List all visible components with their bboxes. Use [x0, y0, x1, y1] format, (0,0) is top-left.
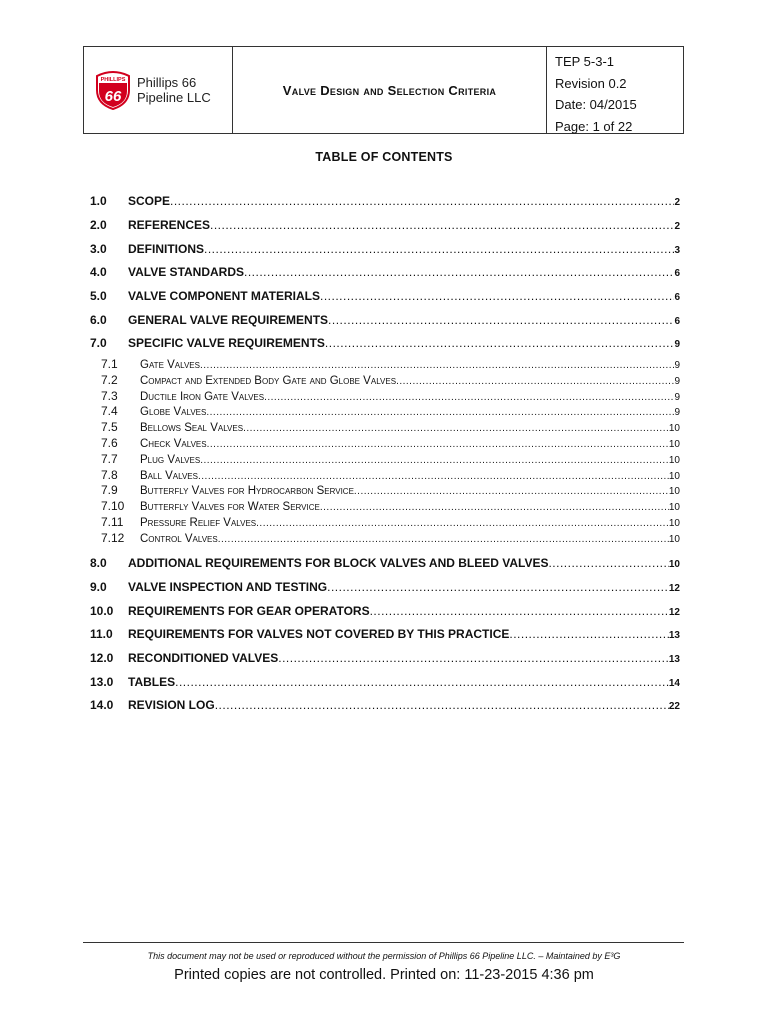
toc-subsection-row[interactable] — [90, 373, 680, 387]
toc-leader-dots — [206, 407, 674, 418]
toc-entry-page: 3 — [674, 245, 680, 256]
doc-revision: Revision 0.2 — [555, 75, 627, 91]
toc-entry-label: REVISION LOG — [128, 698, 215, 712]
toc-leader-dots — [218, 534, 669, 545]
document-title-cell — [233, 47, 547, 133]
toc-entry-number: 7.12 — [101, 530, 125, 545]
toc-entry-number: 9.0 — [90, 580, 107, 594]
company-name-line2: Pipeline LLC — [137, 90, 211, 105]
toc-entry-page: 9 — [674, 375, 680, 387]
toc-leader-dots — [207, 439, 669, 450]
toc-section-row[interactable] — [90, 313, 680, 327]
toc-entry-page: 10 — [668, 559, 680, 570]
toc-subsection-row[interactable] — [90, 436, 680, 450]
toc-subsection-row[interactable] — [90, 483, 680, 497]
toc-leader-dots — [200, 455, 669, 466]
toc-entry-number: 2.0 — [90, 218, 107, 232]
toc-section-row[interactable] — [90, 580, 680, 594]
toc-subsection-row[interactable] — [90, 404, 680, 418]
phillips-66-shield-logo — [95, 70, 131, 110]
toc-entry-number: 7.4 — [101, 404, 118, 419]
toc-section-row[interactable] — [90, 651, 680, 665]
toc-leader-dots — [325, 336, 675, 350]
toc-entry-page: 13 — [668, 630, 680, 641]
doc-id: TEP 5-3-1 — [555, 54, 615, 69]
toc-entry-page: 12 — [668, 607, 680, 618]
toc-entry-page: 9 — [674, 339, 680, 350]
toc-entry-page: 10 — [668, 533, 680, 545]
toc-section-row[interactable] — [90, 675, 680, 689]
toc-leader-dots — [170, 194, 674, 208]
toc-subsection-row[interactable] — [90, 357, 680, 371]
toc-entry-label: VALVE COMPONENT MATERIALS — [128, 289, 320, 303]
toc-entry-page: 10 — [668, 439, 680, 450]
toc-entry-number: 10.0 — [90, 604, 114, 618]
toc-entry-label: Ball Valves — [140, 469, 198, 482]
toc-entry-number: 14.0 — [90, 698, 114, 712]
toc-subsection-row[interactable] — [90, 420, 680, 434]
toc-section-row[interactable] — [90, 698, 680, 712]
toc-entry-label: Butterfly Valves for Hydrocarbon Service — [140, 485, 354, 498]
toc-entry-label: RECONDITIONED VALVES — [128, 651, 279, 665]
toc-entry-page: 10 — [668, 502, 680, 514]
toc-entry-number: 12.0 — [90, 651, 114, 665]
company-name — [137, 75, 211, 105]
toc-leader-dots — [396, 376, 674, 387]
toc-entry-number: 7.7 — [101, 451, 118, 466]
toc-leader-dots — [509, 627, 669, 641]
toc-entry-number: 7.10 — [101, 499, 125, 514]
document-header — [83, 46, 684, 134]
toc-entry-label: GENERAL VALVE REQUIREMENTS — [128, 313, 329, 327]
toc-entry-number: 13.0 — [90, 675, 114, 689]
toc-entry-label: REQUIREMENTS FOR GEAR OPERATORS — [128, 604, 370, 618]
toc-leader-dots — [175, 675, 669, 689]
logo-number-text: 66 — [104, 88, 122, 105]
toc-subsection-row[interactable] — [90, 531, 680, 545]
toc-leader-dots — [328, 313, 674, 327]
toc-entry-label: Ductile Iron Gate Valves — [140, 390, 265, 403]
toc-entry-page: 2 — [674, 197, 680, 208]
toc-leader-dots — [256, 518, 669, 529]
toc-entry-label: Pressure Relief Valves — [140, 517, 257, 529]
printed-notice: Printed copies are not controlled. Printed on: 11-23-2015 4:36 pm — [174, 967, 594, 983]
toc-entry-label: Gate Valves — [140, 359, 200, 371]
toc-section-row[interactable] — [90, 242, 680, 256]
toc-entry-number: 7.1 — [101, 357, 118, 371]
toc-subsection-row[interactable] — [90, 468, 680, 482]
toc-leader-dots — [320, 502, 669, 513]
toc-subsection-row[interactable] — [90, 389, 680, 403]
toc-entry-page: 10 — [668, 470, 680, 482]
toc-leader-dots — [264, 392, 674, 403]
toc-entry-label: Globe Valves — [140, 406, 207, 419]
toc-leader-dots — [204, 242, 674, 256]
toc-section-row[interactable] — [90, 556, 680, 570]
toc-entry-number: 7.6 — [101, 436, 118, 450]
company-name-line1: Phillips 66 — [137, 75, 197, 90]
toc-entry-number: 1.0 — [90, 194, 107, 208]
document-meta — [547, 47, 683, 133]
toc-entry-label: DEFINITIONS — [128, 242, 205, 256]
toc-section-row[interactable] — [90, 604, 680, 618]
document-title: Valve Design and Selection Criteria — [282, 82, 497, 98]
toc-entry-label: Bellows Seal Valves — [140, 422, 244, 435]
toc-leader-dots — [327, 580, 669, 594]
toc-entry-label: ADDITIONAL REQUIREMENTS FOR BLOCK VALVES AND BLEED VALVES — [128, 556, 549, 570]
toc-section-row[interactable] — [90, 218, 680, 232]
toc-section-row[interactable] — [90, 265, 680, 279]
toc-entry-page: 6 — [674, 316, 680, 327]
toc-entry-number: 7.9 — [101, 483, 118, 498]
toc-subsection-row[interactable] — [90, 452, 680, 466]
toc-leader-dots — [278, 651, 669, 665]
toc-entry-page: 10 — [668, 486, 680, 498]
toc-leader-dots — [370, 604, 669, 618]
toc-entry-page: 9 — [674, 391, 680, 403]
toc-entry-label: Control Valves — [140, 532, 218, 545]
toc-entry-label: Butterfly Valves for Water Service — [140, 501, 320, 514]
toc-entry-number: 7.11 — [101, 515, 124, 529]
toc-leader-dots — [244, 265, 674, 279]
toc-entry-label: SCOPE — [128, 194, 171, 208]
toc-entry-page: 10 — [668, 454, 680, 466]
toc-entry-label: VALVE STANDARDS — [128, 265, 245, 279]
toc-leader-dots — [354, 486, 669, 497]
toc-entry-number: 6.0 — [90, 313, 107, 327]
toc-section-row[interactable] — [90, 194, 680, 208]
toc-leader-dots — [198, 471, 669, 482]
toc-entry-label: REFERENCES — [128, 218, 211, 232]
toc-entry-page: 9 — [674, 360, 680, 371]
toc-entry-number: 7.0 — [90, 336, 107, 350]
toc-section-row[interactable] — [90, 289, 680, 303]
toc-entry-label: SPECIFIC VALVE REQUIREMENTS — [128, 336, 325, 350]
toc-section-row[interactable] — [90, 627, 680, 641]
toc-section-row[interactable] — [90, 336, 680, 350]
toc-entry-number: 7.3 — [101, 388, 118, 403]
toc-leader-dots — [200, 360, 674, 371]
toc-entry-page: 10 — [668, 518, 680, 529]
toc-leader-dots — [320, 289, 674, 303]
footer-divider — [83, 942, 684, 943]
toc-leader-dots — [215, 698, 669, 712]
toc-entry-number: 8.0 — [90, 556, 107, 570]
footer-copyright-note: This document may not be used or reproduced without the permission of Phillips 66 Pipeline LLC. – Maintained by E³G — [147, 951, 621, 961]
toc-title: TABLE OF CONTENTS — [315, 150, 453, 164]
doc-date: Date: 04/2015 — [555, 97, 637, 112]
toc-leader-dots — [210, 218, 674, 232]
toc-entry-page: 22 — [668, 701, 680, 712]
toc-leader-dots — [548, 556, 668, 570]
toc-entry-label: Plug Valves — [140, 453, 201, 466]
toc-entry-page: 13 — [668, 654, 680, 665]
toc-entry-page: 6 — [674, 292, 680, 303]
toc-leader-dots — [243, 423, 669, 434]
company-logo — [84, 47, 233, 133]
toc-subsection-row[interactable] — [90, 499, 680, 513]
toc-entry-label: VALVE INSPECTION AND TESTING — [128, 580, 328, 594]
toc-entry-page: 2 — [674, 221, 680, 232]
toc-entry-label: REQUIREMENTS FOR VALVES NOT COVERED BY THIS PRACTICE — [128, 627, 510, 641]
toc-entry-number: 3.0 — [90, 242, 107, 256]
toc-entry-label: Compact and Extended Body Gate and Globe Valves — [140, 374, 397, 387]
toc-entry-number: 4.0 — [90, 265, 107, 279]
toc-entry-number: 7.2 — [101, 372, 118, 387]
toc-entry-page: 14 — [668, 678, 680, 689]
doc-page: Page: 1 of 22 — [555, 118, 633, 134]
toc-subsection-row[interactable] — [90, 515, 680, 529]
toc-entry-number: 5.0 — [90, 289, 107, 303]
toc-entry-page: 12 — [668, 583, 680, 594]
toc-entry-number: 7.8 — [101, 467, 118, 482]
toc-entry-page: 10 — [668, 423, 680, 435]
toc-entry-page: 9 — [674, 407, 680, 419]
toc-entry-label: TABLES — [128, 675, 176, 689]
toc-entry-number: 7.5 — [101, 420, 118, 435]
toc-entry-number: 11.0 — [90, 627, 113, 641]
toc-entry-page: 6 — [674, 268, 680, 279]
toc-entry-label: Check Valves — [140, 438, 207, 450]
logo-brand-text: PHILLIPS — [100, 77, 126, 83]
